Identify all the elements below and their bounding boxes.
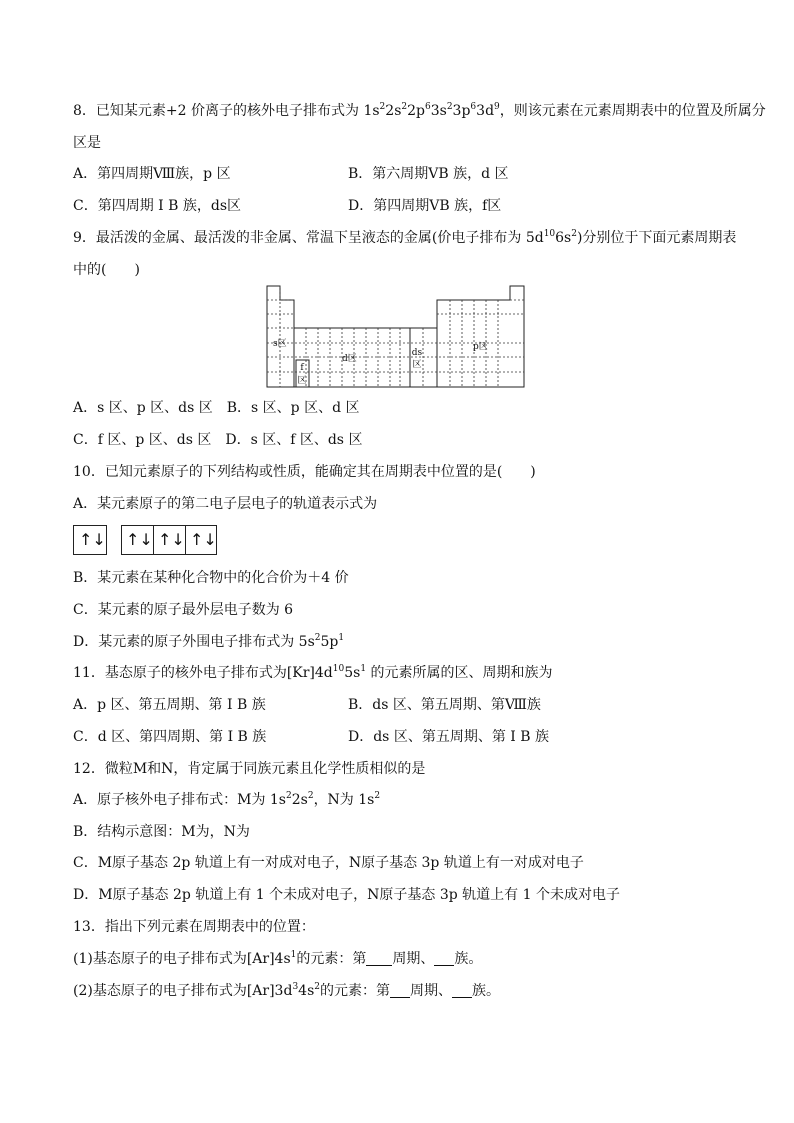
q12-option-c: C．M原子基态 2p 轨道上有一对成对电子，N原子基态 3p 轨道上有一对成对电子 [73,855,584,871]
q12-option-b: B．结构示意图：M为，N为 [73,824,250,840]
d-region-label: d区 [342,354,357,364]
q13-subquestion-1: (1)基态原子的电子排布式为$[Ar]4s^1$的元素：第 周期、 族。 [73,950,483,967]
p-region-label: p区 [473,342,488,352]
q12-stem: 12．微粒M和N，肯定属于同族元素且化学性质相似的是 [73,761,426,777]
orbital-box-2s [73,525,107,555]
q10-option-d: D．某元素的原子外围电子排布式为 $5s^25p^1$ [73,633,345,650]
electron-pair-arrows: ↑↓ [79,530,106,549]
q13-stem: 13．指出下列元素在周期表中的位置： [73,919,315,935]
q8-option-a: A．第四周期Ⅷ族，p 区 [73,166,231,182]
answer-blank-group[interactable] [452,983,472,998]
q9-stem-line1: 9．最活泼的金属、最活泼的非金属、常温下呈液态的金属(价电子排布为 $5d^{10}6s^2$)分别位于下面元素周期表 [73,229,737,246]
orbital-divider [153,526,154,554]
answer-blank-period[interactable] [390,983,410,998]
f-region-label-top: f [300,363,304,373]
q10-option-c: C．某元素的原子最外层电子数为 6 [73,602,294,618]
q9-options-ab: A．s 区、p 区、ds 区 B．s 区、p 区、d 区 [73,400,360,416]
periodic-table-diagram [266,285,528,389]
q10-option-a: A．某元素原子的第二电子层电子的轨道表示式为 [73,496,378,512]
electron-pair-arrows: ↑↓ [126,530,153,549]
q8-option-c: C．第四周期 I B 族，ds区 [73,198,242,214]
q8-stem-line2: 区是 [73,135,101,151]
ds-region-label-bottom: 区 [412,360,422,370]
q10-stem: 10．已知元素原子的下列结构或性质，能确定其在周期表中位置的是( ) [73,464,536,480]
electron-pair-arrows: ↑↓ [190,530,217,549]
q13-subquestion-2: (2)基态原子的电子排布式为$[Ar]3d^34s^2$的元素：第 周期、 族。 [73,982,500,999]
orbital-divider [185,526,186,554]
q10-option-b: B．某元素在某种化合物中的化合价为＋4 价 [73,570,349,586]
answer-blank-group[interactable] [434,951,454,966]
q8-option-d: D．第四周期ⅤB 族，f区 [348,198,502,214]
q9-stem-line2: 中的( ) [73,262,140,278]
q11-option-d: D．ds 区、第五周期、第 I B 族 [348,729,549,745]
q9-options-cd: C．f 区、p 区、ds 区 D．s 区、f 区、ds 区 [73,432,363,448]
answer-blank-period[interactable] [366,951,392,966]
s-region-label: s区 [273,339,287,349]
electron-pair-arrows: ↑↓ [158,530,185,549]
ds-region-label-top: ds [411,348,423,358]
orbital-box-2p [121,525,217,555]
q12-option-a: A．原子核外电子排布式：M为 $1s^22s^2$，N为 $1s^2$ [73,791,381,808]
q8-option-b: B．第六周期ⅤB 族，d 区 [348,166,509,182]
q8-stem-line1: 8．已知某元素+2 价离子的核外电子排布式为 $1s^22s^22p^63s^23p^63d^9$，则该元素在元素周期表中的位置及所属分 [73,102,766,119]
q11-option-a: A．p 区、第五周期、第 I B 族 [73,697,266,713]
q11-option-b: B．ds 区、第五周期、第Ⅷ族 [348,697,541,713]
f-region-label-bottom: 区 [297,376,307,386]
q12-option-d: D．M原子基态 2p 轨道上有 1 个未成对电子，N原子基态 3p 轨道上有 1 个未成对电子 [73,887,620,903]
q11-stem: 11．基态原子的核外电子排布式为$[Kr]4d^{10}5s^1$ 的元素所属的区、周期和族为 [73,664,553,681]
q11-option-c: C．d 区、第四周期、第 I B 族 [73,729,267,745]
